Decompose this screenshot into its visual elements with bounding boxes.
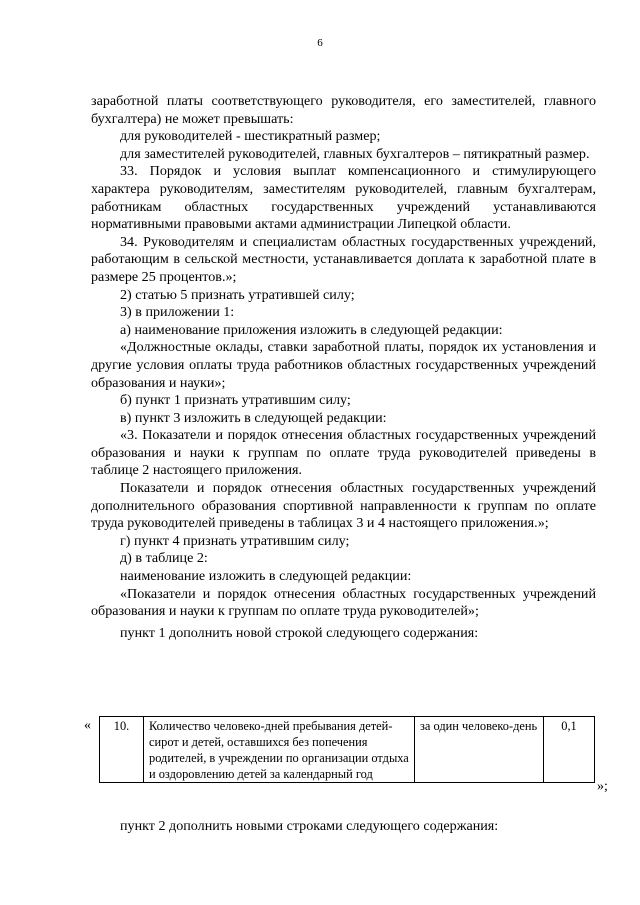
table-row xyxy=(100,717,595,783)
close-quote: »; xyxy=(597,779,608,794)
paragraph: 34. Руководителям и специалистам областных государственных учреждений, работающим в сельской местности, устанавливается доплата к заработной плате в размере 25 процентов.»; xyxy=(91,233,596,285)
paragraph: а) наименование приложения изложить в следующей редакции: xyxy=(120,321,503,338)
row-number-cell: 10. xyxy=(100,717,144,783)
page-number: 6 xyxy=(317,37,323,49)
paragraph: г) пункт 4 признать утратившим силу; xyxy=(120,532,350,549)
paragraph: б) пункт 1 признать утратившим силу; xyxy=(120,392,351,409)
unit-cell: за один человеко-день xyxy=(415,717,544,783)
paragraph: Показатели и порядок отнесения областных государственных учреждений дополнительного образования спортивной направленности к группам по оплате труда руководителей приведены в таблицах 3 и 4 настоящего приложения.»; xyxy=(91,480,596,532)
paragraph: «Показатели и порядок отнесения областных государственных учреждений образования и науки к группам по оплате труда руководителей»; xyxy=(91,585,596,620)
paragraph: 3) в приложении 1: xyxy=(120,304,235,321)
description-cell: Количество человеко-дней пребывания детей-сирот и детей, оставшихся без попечения родителей, в учреждении по организации отдыха и оздоровлению детей за календарный год xyxy=(144,717,415,783)
document-body xyxy=(91,93,596,642)
paragraph: «Должностные оклады, ставки заработной платы, порядок их установления и другие условия оплаты труда работников областных государственных учреждений образования и науки»; xyxy=(91,339,596,391)
paragraph: для заместителей руководителей, главных бухгалтеров – пятикратный размер. xyxy=(120,145,590,162)
paragraph-after-table: пункт 2 дополнить новыми строками следующего содержания: xyxy=(120,818,499,834)
paragraph: для руководителей - шестикратный размер; xyxy=(120,128,381,145)
paragraph: в) пункт 3 изложить в следующей редакции: xyxy=(120,409,387,426)
points-cell: 0,1 xyxy=(544,717,595,783)
paragraph: 2) статью 5 признать утратившей силу; xyxy=(120,286,355,303)
paragraph: заработной платы соответствующего руководителя, его заместителей, главного бухгалтера) не может превышать: xyxy=(91,93,596,127)
paragraph: 33. Порядок и условия выплат компенсационного и стимулирующего характера руководителям, заместителям руководителей, главным бухгалтерам, работникам областных государственных учреждений устанавливаются нормативными правовыми актами администрации Липецкой области. xyxy=(91,163,596,233)
paragraph: пункт 1 дополнить новой строкой следующего содержания: xyxy=(120,624,479,641)
paragraph: «3. Показатели и порядок отнесения областных государственных учреждений образования и науки к группам по оплате труда руководителей приведены в таблице 2 настоящего приложения. xyxy=(91,427,596,479)
paragraph: наименование изложить в следующей редакции: xyxy=(120,568,412,585)
open-quote: « xyxy=(84,718,91,733)
inserted-table xyxy=(99,716,595,783)
paragraph: д) в таблице 2: xyxy=(120,550,208,567)
